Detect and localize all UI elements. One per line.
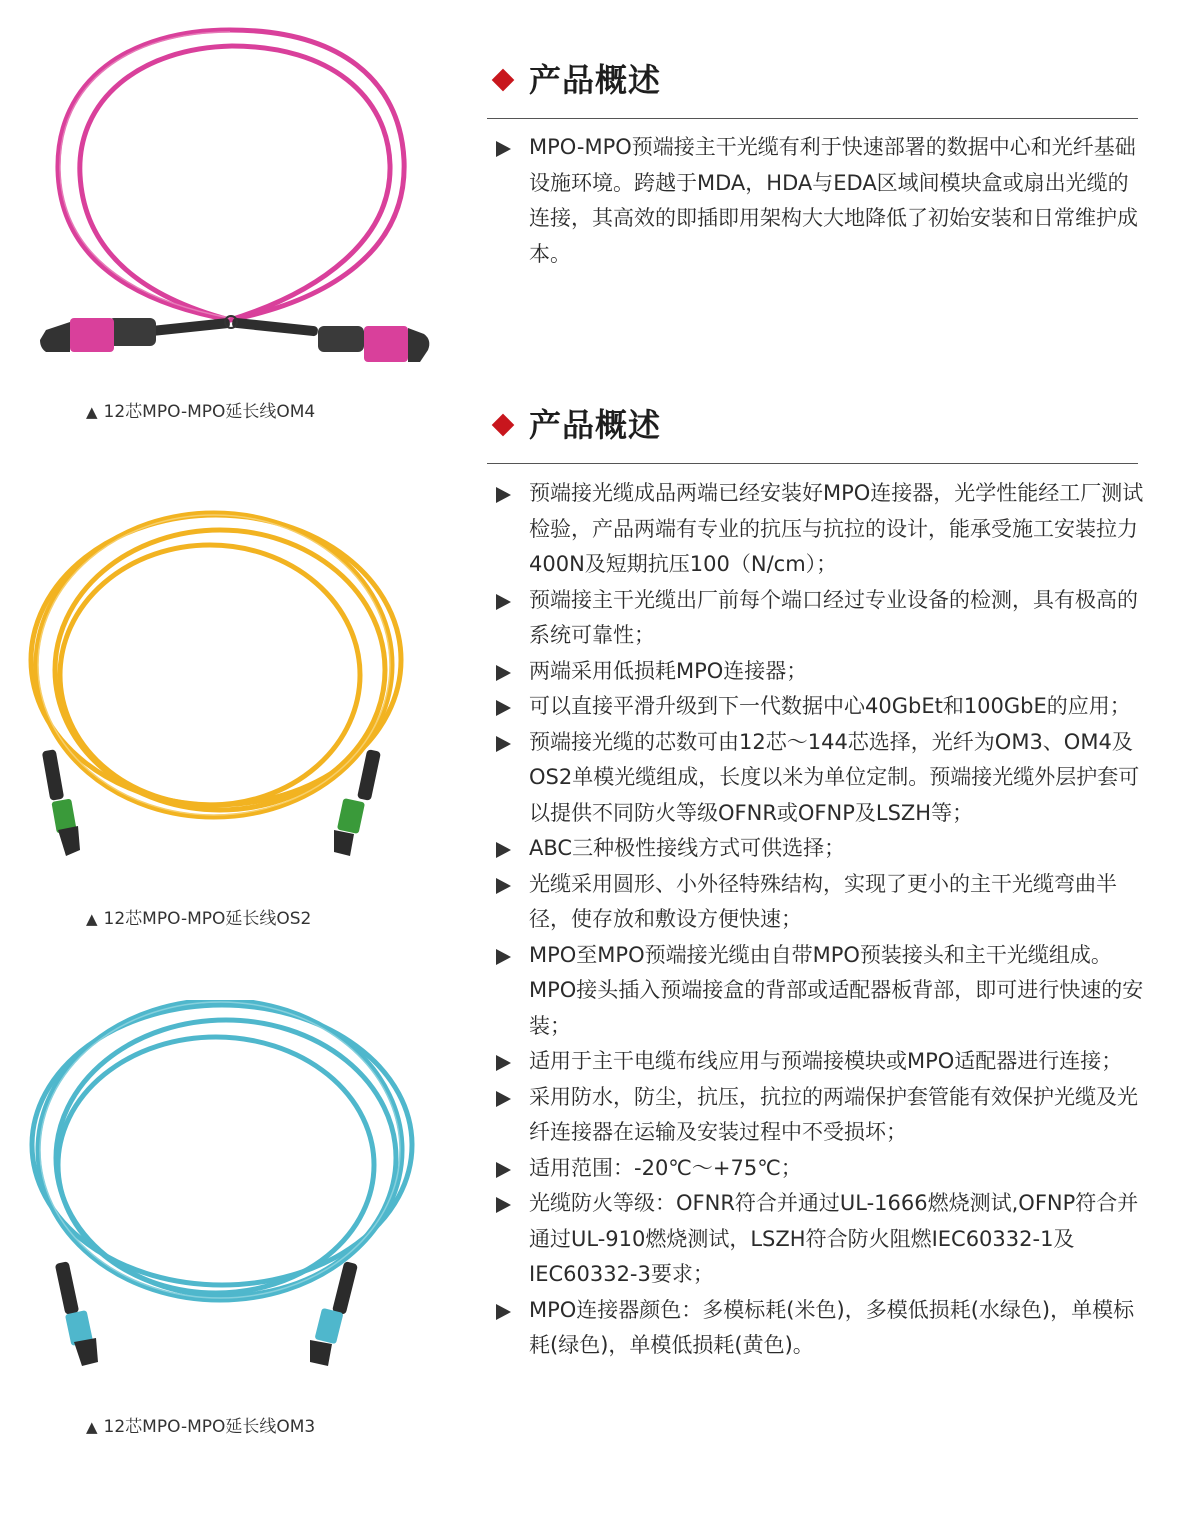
list-item: MPO-MPO预端接主干光缆有利于快速部署的数据中心和光纤基础设施环境。跨越于MDA，HDA与EDA区域间模块盒或扇出光缆的连接，其高效的即插即用架构大大地降低了初始安装和日常维护成本。 [494, 130, 1144, 272]
list-item: 适用范围：-20℃～+75℃； [494, 1151, 1144, 1187]
list-item: 采用防水，防尘，抗压，抗拉的两端保护套管能有效保护光缆及光纤连接器在运输及安装过程中不受损坏； [494, 1080, 1144, 1151]
arrow-bullet-icon [496, 594, 511, 610]
product-caption: ▲ 12芯MPO-MPO延长线OS2 [86, 909, 312, 929]
list-item: 可以直接平滑升级到下一代数据中心40GbEt和100GbE的应用； [494, 689, 1144, 725]
list-item: ABC三种极性接线方式可供选择； [494, 831, 1144, 867]
arrow-bullet-icon [496, 842, 511, 858]
product-os2 [0, 500, 470, 940]
section-title: 产品概述 [487, 403, 1138, 464]
arrow-bullet-icon [496, 665, 511, 681]
arrow-bullet-icon [496, 949, 511, 965]
list-item: 光缆防火等级：OFNR符合并通过UL-1666燃烧测试,OFNP符合并通过UL-910燃烧测试，LSZH符合防火阻燃IEC60332-1及IEC60332-3要求； [494, 1186, 1144, 1293]
om4-cable-image [0, 0, 470, 400]
product-images-column [0, 0, 470, 1517]
arrow-bullet-icon [496, 878, 511, 894]
triangle-icon: ▲ [86, 910, 98, 928]
arrow-bullet-icon [496, 1091, 511, 1107]
triangle-icon: ▲ [86, 403, 98, 421]
diamond-icon [492, 69, 515, 92]
product-om4 [0, 0, 470, 440]
diamond-icon [492, 414, 515, 437]
arrow-bullet-icon [496, 141, 511, 157]
list-item: MPO至MPO预端接光缆由自带MPO预装接头和主干光缆组成。MPO接头插入预端接盒的背部或适配器板背部，即可进行快速的安装； [494, 938, 1144, 1045]
triangle-icon: ▲ [86, 1418, 98, 1436]
list-item: 两端采用低损耗MPO连接器； [494, 654, 1144, 690]
section-title: 产品概述 [487, 58, 1138, 119]
list-item: 预端接光缆成品两端已经安装好MPO连接器，光学性能经工厂测试检验，产品两端有专业的抗压与抗拉的设计，能承受施工安装拉力400N及短期抗压100（N/cm）； [494, 476, 1144, 583]
arrow-bullet-icon [496, 487, 511, 503]
arrow-bullet-icon [496, 1304, 511, 1320]
list-item: 预端接主干光缆出厂前每个端口经过专业设备的检测，具有极高的系统可靠性； [494, 583, 1144, 654]
om3-cable-image [0, 1000, 470, 1400]
feature-list [494, 476, 1144, 1364]
arrow-bullet-icon [496, 736, 511, 752]
os2-cable-image [0, 500, 470, 900]
arrow-bullet-icon [496, 1055, 511, 1071]
list-item: MPO连接器颜色：多模标耗(米色)，多模低损耗(水绿色)，单模标耗(绿色)，单模低损耗(黄色)。 [494, 1293, 1144, 1364]
product-caption: ▲ 12芯MPO-MPO延长线OM3 [86, 1417, 316, 1437]
arrow-bullet-icon [496, 1197, 511, 1213]
overview-list [494, 130, 1144, 272]
list-item: 光缆采用圆形、小外径特殊结构，实现了更小的主干光缆弯曲半径，使存放和敷设方便快速； [494, 867, 1144, 938]
product-om3 [0, 1000, 470, 1440]
arrow-bullet-icon [496, 1162, 511, 1178]
arrow-bullet-icon [496, 700, 511, 716]
list-item: 适用于主干电缆布线应用与预端接模块或MPO适配器进行连接； [494, 1044, 1144, 1080]
list-item: 预端接光缆的芯数可由12芯～144芯选择，光纤为OM3、OM4及OS2单模光缆组成，长度以米为单位定制。预端接光缆外层护套可以提供不同防火等级OFNR或OFNP及LSZH等； [494, 725, 1144, 832]
product-caption: ▲ 12芯MPO-MPO延长线OM4 [86, 402, 316, 422]
